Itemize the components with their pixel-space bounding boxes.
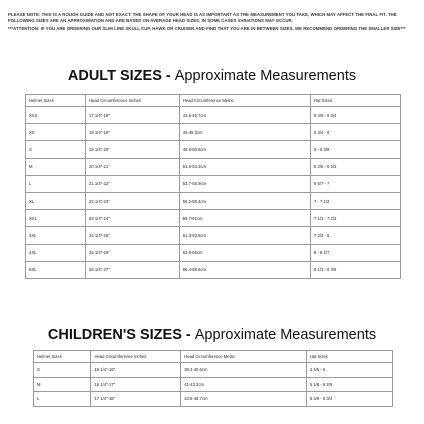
metric-cell: 48.6-50.8cm <box>179 141 310 158</box>
children-sizes-heading <box>0 327 424 343</box>
header-circumference-metric: Head Circumference Metric <box>181 351 307 363</box>
table-row <box>26 107 401 124</box>
inches-cell: 24 1/4"-25" <box>86 227 180 244</box>
inches-cell: 21 1/4"-22" <box>86 175 180 192</box>
metric-cell: 51.5-53.3cm <box>179 158 310 175</box>
metric-cell: 56.2-58.4cm <box>179 192 310 209</box>
hat-size-cell: 7 2/3 - 8 <box>311 227 401 244</box>
hat-size-cell: 5 4/9 - 5 3/4 <box>306 392 392 407</box>
inches-cell: 17 1/4"-18" <box>86 107 180 124</box>
hat-size-cell: 6 5/7 - 7 <box>311 175 401 192</box>
metric-cell: 61.3-63.5cm <box>179 227 310 244</box>
hat-size-cell: 5 4/9 - 5 3/4 <box>311 107 401 124</box>
inches-cell: 26 1/4"-27" <box>86 261 180 278</box>
metric-cell: 43.5-45.7cm <box>181 392 307 407</box>
helmet-size-cell: XXL <box>26 210 86 227</box>
inches-cell: 25 1/4"-26" <box>86 244 180 261</box>
header-helmet-sizes: Helmet Sizes <box>34 351 91 363</box>
metric-cell: 53.7-55.9cm <box>179 175 310 192</box>
helmet-size-cell: L <box>34 392 91 407</box>
helmet-size-cell: S <box>26 141 86 158</box>
hat-size-cell: 5 3/4 - 6 <box>311 124 401 141</box>
table-row <box>26 158 401 175</box>
table-row <box>26 141 401 158</box>
table-row <box>26 244 401 261</box>
helmet-size-cell: 4XL <box>26 244 86 261</box>
hat-size-cell: 7 - 7 1/3 <box>311 192 401 209</box>
inches-cell: 19 1/4"-20" <box>86 141 180 158</box>
table-row <box>34 392 393 407</box>
table-row <box>26 261 401 278</box>
helmet-size-cell: XL <box>26 192 86 209</box>
header-circumference-metric: Head Circumference Metric <box>179 95 310 107</box>
table-row <box>34 363 393 378</box>
disclaimer-notice <box>8 12 418 32</box>
hat-size-cell: 4 4/5 - 5 <box>306 363 392 378</box>
hat-size-cell: 7 1/3 - 7 2/3 <box>311 210 401 227</box>
helmet-size-cell: S <box>34 363 91 378</box>
attention-paragraph: ***ATTENTION: IF YOU ARE ORDERING OUR SLIM LINE SKULL CUP, HAWK OR CRUISER AND FIND THAT YOU ARE IN BETWEEN SIZES, WE RECOMMEND ORDERING THE SMALLER SIZE*** <box>8 26 406 32</box>
hat-size-cell: 8 - 8 2/7 <box>311 244 401 261</box>
inches-cell: 22 1/4"-23" <box>86 192 180 209</box>
adult-heading-bold: ADULT SIZES - <box>67 68 171 84</box>
helmet-size-cell: L <box>26 175 86 192</box>
table-row <box>26 175 401 192</box>
metric-cell: 58.7-61cm <box>179 210 310 227</box>
hat-size-cell: 8 1/3 - 8 3/5 <box>311 261 401 278</box>
inches-cell: 17 1/4"-18" <box>91 392 181 407</box>
helmet-size-cell: M <box>26 158 86 175</box>
children-size-table <box>33 350 393 407</box>
metric-cell: 43.5-45.7cm <box>179 107 310 124</box>
helmet-size-cell: M <box>34 377 91 392</box>
header-circumference-inches: Head Circumference Inches <box>86 95 180 107</box>
hat-size-cell: 6 - 6 3/8 <box>311 141 401 158</box>
metric-cell: 63.8-66cm <box>179 244 310 261</box>
table-header-row <box>26 95 401 107</box>
metric-cell: 38.4-40.6cm <box>181 363 307 378</box>
inches-cell: 23 1/4"-24" <box>86 210 180 227</box>
header-hat-sizes: Hat Sizes <box>311 95 401 107</box>
header-hat-sizes: Hat Sizes <box>306 351 392 363</box>
metric-cell: 66.4-68.6cm <box>179 261 310 278</box>
adult-sizes-heading <box>0 68 424 84</box>
table-row <box>26 210 401 227</box>
table-row <box>26 124 401 141</box>
helmet-size-cell: XS <box>26 124 86 141</box>
helmet-size-cell: 3XL <box>26 227 86 244</box>
children-heading-light: Approximate Measurements <box>194 327 377 343</box>
notice-paragraph: PLEASE NOTE: THIS IS A ROUGH GUIDE AND NOT EXACT. THE SHAPE OF YOUR HEAD IS AS IMPORTANT AS THE MEASUREMENT YOU TAKE, WHICH MAY AFFECT THE FINAL FIT. THE FOLLOWING SIZES ARE AN APPROXIMATION AND ARE BASED ON AVERAGE HEAD SIZES. IN SOME CASES VARIATIONS MAY OCCUR. <box>8 12 397 23</box>
helmet-size-cell: 5XL <box>26 261 86 278</box>
hat-size-cell: 6 2/5 - 6 2/3 <box>311 158 401 175</box>
hat-size-cell: 5 1/8 - 5 2/5 <box>306 377 392 392</box>
adult-size-table <box>25 94 401 279</box>
header-circumference-inches: Head Circumference Inches <box>91 351 181 363</box>
inches-cell: 16 1/4"-17" <box>91 377 181 392</box>
helmet-size-cell: XXS <box>26 107 86 124</box>
table-row <box>26 192 401 209</box>
metric-cell: 41-43.2cm <box>181 377 307 392</box>
adult-heading-light: Approximate Measurements <box>174 68 357 84</box>
inches-cell: 20 1/4"-21" <box>86 158 180 175</box>
table-row <box>26 227 401 244</box>
inches-cell: 15 1/4"-16" <box>91 363 181 378</box>
metric-cell: 46-48.3cm <box>179 124 310 141</box>
header-helmet-sizes: Helmet Sizes <box>26 95 86 107</box>
table-header-row <box>34 351 393 363</box>
table-row <box>34 377 393 392</box>
inches-cell: 18 1/4"-19" <box>86 124 180 141</box>
children-heading-bold: CHILDREN'S SIZES - <box>47 327 191 343</box>
